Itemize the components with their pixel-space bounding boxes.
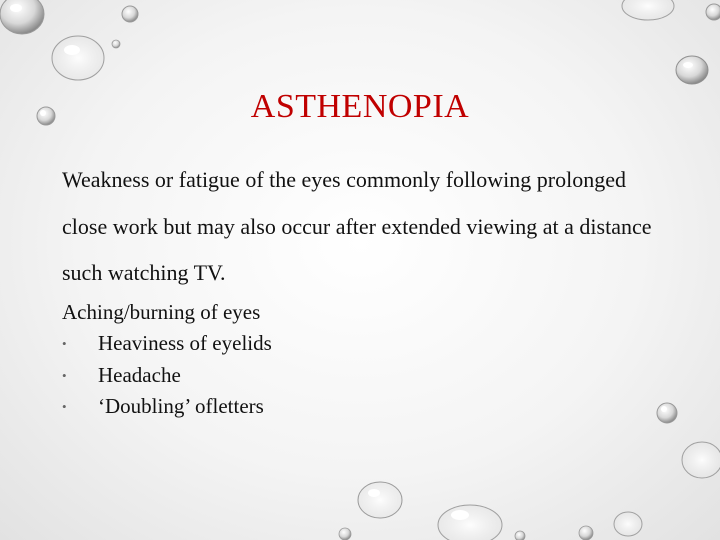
list-item [62, 391, 662, 423]
bullet-icon: • [62, 367, 67, 383]
symptoms-heading: Aching/burning of eyes [62, 300, 261, 324]
bullet-icon: • [62, 399, 67, 414]
symptom-text: ‘Doubling’ ofletters [98, 394, 264, 418]
list-item [62, 328, 662, 360]
slide-title: ASTHENOPIA [250, 88, 470, 125]
symptoms-list [62, 328, 662, 423]
symptom-text: Headache [98, 362, 181, 387]
droplet-group-bottom [339, 403, 720, 540]
bullet-icon: • [62, 336, 67, 351]
droplet-group-top-right [622, 0, 720, 84]
symptoms-section [62, 296, 662, 423]
description-paragraph: Weakness or fatigue of the eyes commonly following prolonged close work but may also occur after extended viewing at a distance such watching TV. [62, 167, 652, 285]
list-item [62, 360, 662, 392]
symptom-text: Heaviness of eyelids [98, 331, 272, 355]
